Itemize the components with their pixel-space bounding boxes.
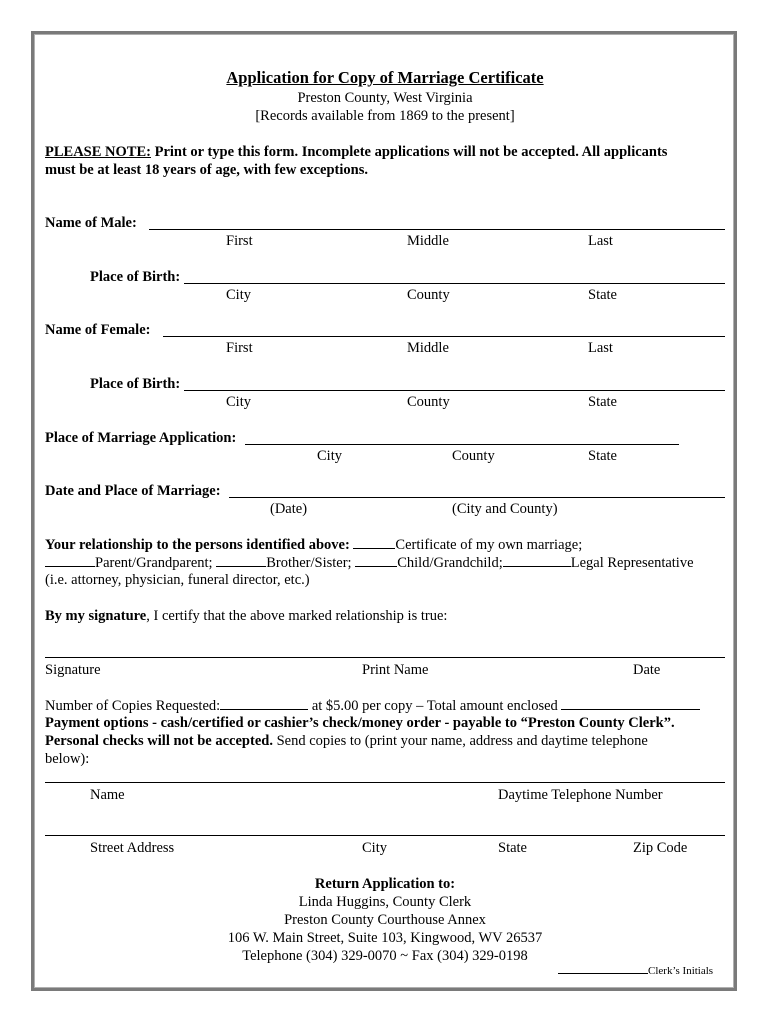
signature-caption: Signature: [45, 662, 101, 678]
own-marriage-blank[interactable]: [353, 535, 395, 549]
female-birth-state-caption: State: [588, 394, 617, 410]
parent-option: Parent/Grandparent;: [95, 555, 213, 571]
certify-bold: By my signature: [45, 608, 147, 624]
return-annex: Preston County Courthouse Annex: [284, 912, 486, 928]
male-last-caption: Last: [588, 233, 613, 249]
female-birth-label: Place of Birth:: [90, 376, 181, 392]
application-county-caption: County: [452, 448, 495, 464]
copies-price: at $5.00 per copy – Total amount enclosed: [311, 698, 558, 714]
male-birth-label: Place of Birth:: [90, 269, 181, 285]
note-line-1: [45, 143, 667, 161]
own-marriage-option: Certificate of my own marriage;: [395, 537, 583, 553]
mailing-name-caption: Name: [90, 787, 125, 803]
note-text-2: must be at least 18 years of age, with few exceptions.: [45, 162, 368, 178]
male-name-field[interactable]: [149, 229, 725, 230]
child-option: Child/Grandchild;: [397, 555, 503, 571]
clerk-initials: [558, 962, 713, 980]
return-telephone: Telephone (304) 329-0070 ~ Fax (304) 329-0198: [242, 948, 528, 964]
female-middle-caption: Middle: [407, 340, 449, 356]
payment-options: Payment options - cash/certified or cashier’s check/money order - payable to “Preston County Clerk”.: [45, 715, 675, 731]
amount-enclosed-field[interactable]: [561, 696, 700, 710]
form-county: Preston County, West Virginia: [297, 90, 473, 106]
legal-blank[interactable]: [503, 553, 571, 567]
mailing-phone-caption: Daytime Telephone Number: [498, 787, 663, 803]
application-place-label: Place of Marriage Application:: [45, 430, 237, 446]
relationship-line-1: [45, 535, 582, 554]
mailing-name-field[interactable]: [45, 782, 725, 783]
application-state-caption: State: [588, 448, 617, 464]
female-first-caption: First: [226, 340, 253, 356]
clerk-initials-label: Clerk’s Initials: [648, 965, 714, 977]
marriage-date-caption: (Date): [270, 501, 308, 517]
copies-label: Number of Copies Requested:: [45, 698, 221, 714]
personal-checks-line: [45, 732, 648, 750]
male-name-label: Name of Male:: [45, 215, 137, 231]
female-name-label: Name of Female:: [45, 322, 151, 338]
return-address: 106 W. Main Street, Suite 103, Kingwood, WV 26537: [227, 930, 543, 946]
application-place-field[interactable]: [245, 444, 679, 445]
application-city-caption: City: [317, 448, 342, 464]
mailing-city-caption: City: [362, 840, 387, 856]
female-name-field[interactable]: [163, 336, 725, 337]
certify-rest: , I certify that the above marked relationship is true:: [146, 608, 448, 624]
personal-checks-bold: Personal checks will not be accepted.: [45, 733, 273, 749]
note-label: PLEASE NOTE:: [45, 144, 151, 160]
marriage-date-place-label: Date and Place of Marriage:: [45, 483, 221, 499]
send-copies-text: Send copies to (print your name, address and daytime telephone: [272, 733, 648, 749]
sibling-option: Brother/Sister;: [266, 555, 352, 571]
legal-option: Legal Representative: [570, 555, 694, 571]
male-birth-field[interactable]: [184, 283, 725, 284]
zip-code-caption: Zip Code: [633, 840, 688, 856]
relationship-line-2: [45, 553, 694, 572]
marriage-city-county-caption: (City and County): [452, 501, 558, 517]
marriage-date-place-field[interactable]: [229, 497, 725, 498]
mailing-address-field[interactable]: [45, 835, 725, 836]
note-text-1: Print or type this form. Incomplete applications will not be accepted. All applicants: [154, 144, 668, 160]
copies-count-field[interactable]: [220, 696, 308, 710]
form-records-range: [Records available from 1869 to the present]: [255, 108, 515, 124]
female-last-caption: Last: [588, 340, 613, 356]
send-copies-below: below):: [45, 751, 90, 767]
female-birth-field[interactable]: [184, 390, 725, 391]
signature-field[interactable]: [45, 657, 725, 658]
male-birth-state-caption: State: [588, 287, 617, 303]
relationship-label: Your relationship to the persons identified above:: [45, 537, 350, 553]
male-birth-county-caption: County: [407, 287, 450, 303]
parent-blank[interactable]: [45, 553, 95, 567]
return-clerk: Linda Huggins, County Clerk: [298, 894, 472, 910]
copies-line: [45, 696, 700, 715]
female-birth-city-caption: City: [226, 394, 251, 410]
print-name-caption: Print Name: [362, 662, 429, 678]
street-address-caption: Street Address: [90, 840, 175, 856]
female-birth-county-caption: County: [407, 394, 450, 410]
clerk-initials-field[interactable]: [558, 963, 648, 974]
sibling-blank[interactable]: [216, 553, 266, 567]
relationship-examples: (i.e. attorney, physician, funeral director, etc.): [45, 572, 310, 588]
child-blank[interactable]: [355, 553, 397, 567]
male-first-caption: First: [226, 233, 253, 249]
male-middle-caption: Middle: [407, 233, 449, 249]
form-title: Application for Copy of Marriage Certificate: [226, 68, 544, 87]
male-birth-city-caption: City: [226, 287, 251, 303]
certify-statement: [45, 607, 447, 625]
return-heading: Return Application to:: [314, 876, 456, 892]
date-caption: Date: [633, 662, 661, 678]
mailing-state-caption: State: [498, 840, 527, 856]
